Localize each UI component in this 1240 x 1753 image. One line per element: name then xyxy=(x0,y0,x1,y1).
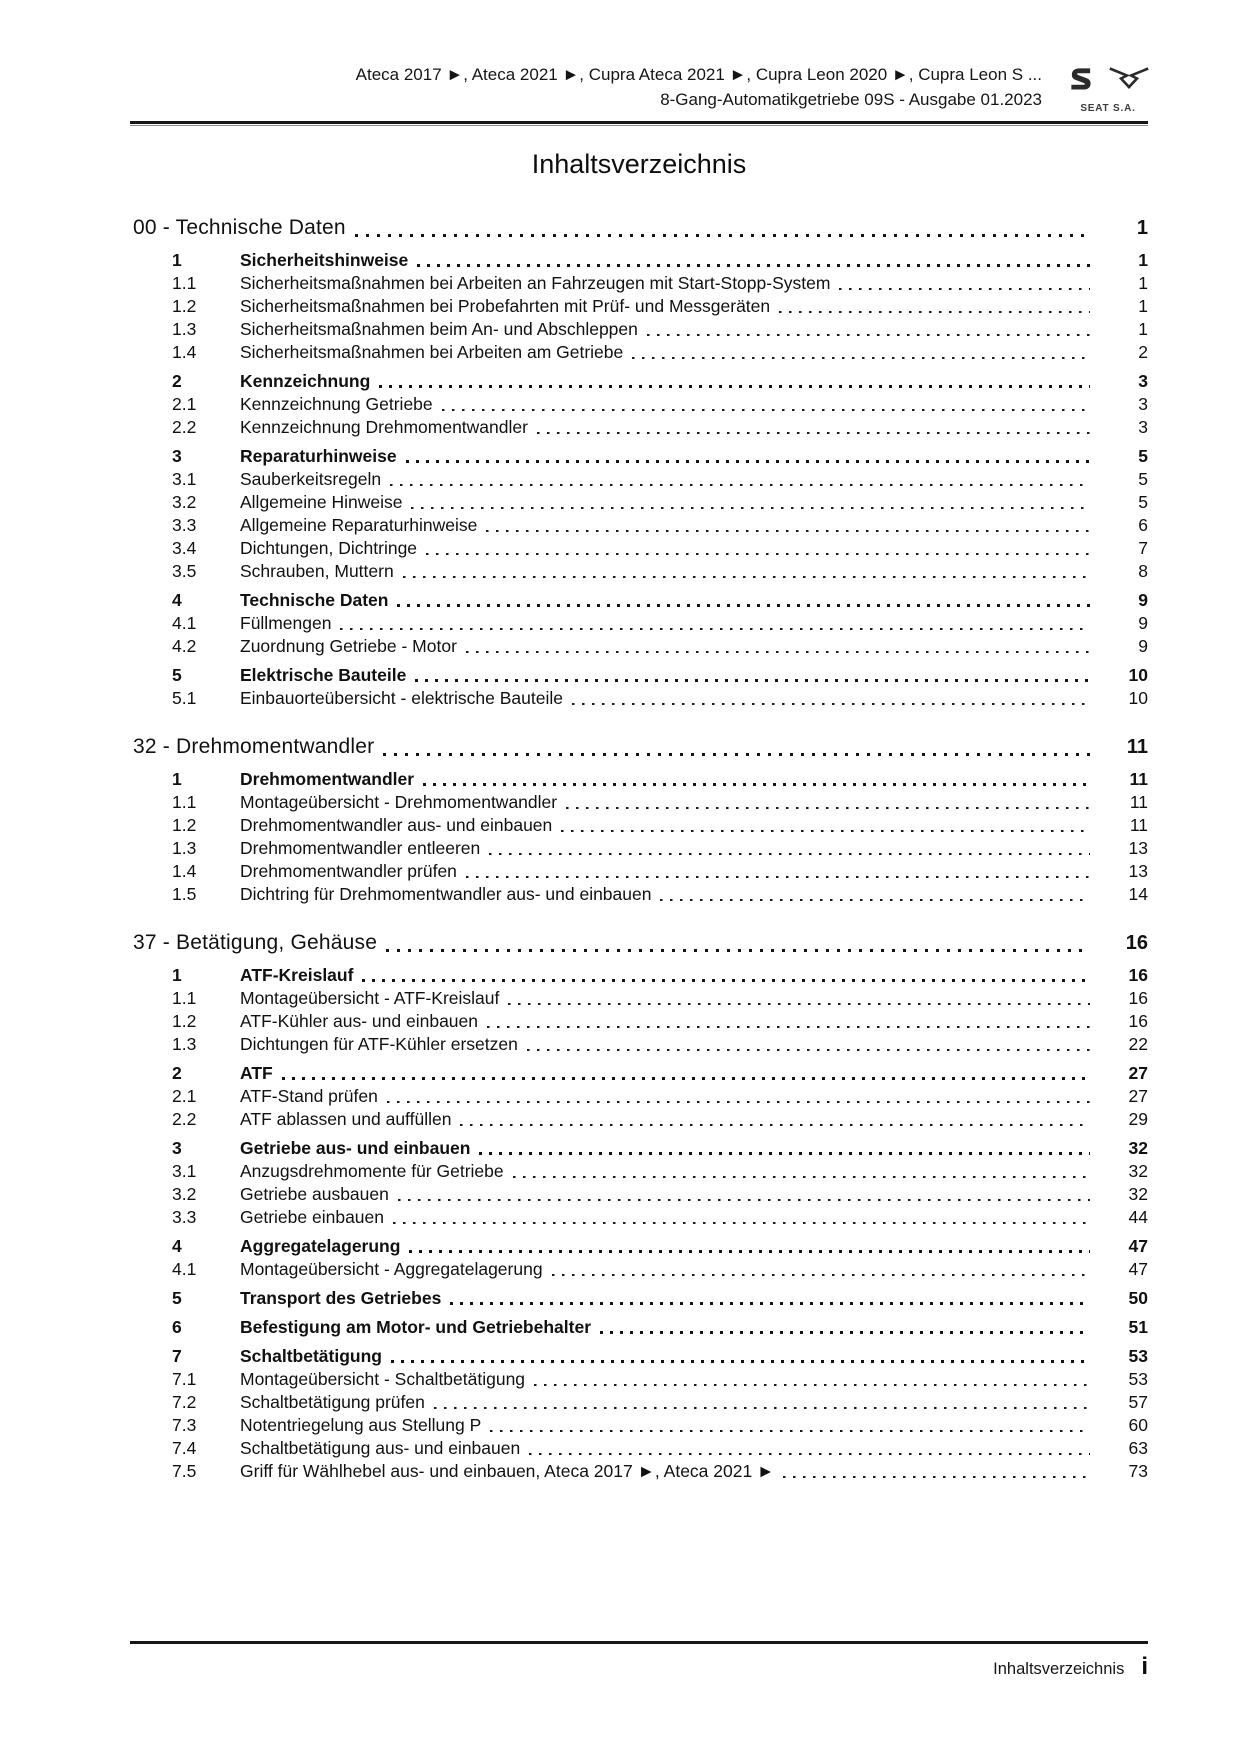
chapter-heading-row xyxy=(130,929,1148,957)
toc-item-page-number: 47 xyxy=(1128,1259,1148,1279)
toc-item-label: Montageübersicht - Aggregatelagerung xyxy=(240,1259,543,1279)
dot-leader xyxy=(340,627,1090,630)
toc-item-row xyxy=(130,987,1148,1009)
toc-item-label: Befestigung am Motor- und Getriebehalter xyxy=(240,1317,591,1337)
toc-item-page-number: 11 xyxy=(1129,792,1148,812)
toc-item-page-number: 47 xyxy=(1128,1236,1148,1256)
dot-leader xyxy=(647,333,1090,336)
brand-logo-block xyxy=(1068,62,1148,114)
chapter-page-number: 11 xyxy=(1126,736,1148,758)
toc-item-page-number: 73 xyxy=(1128,1461,1148,1481)
toc-item-row xyxy=(130,1206,1148,1228)
toc-item-row xyxy=(130,814,1148,836)
dot-leader xyxy=(632,356,1090,359)
toc-item-row xyxy=(130,589,1148,611)
toc-item-row xyxy=(130,1316,1148,1338)
toc-item-row xyxy=(130,468,1148,490)
toc-item-label: Aggregatelagerung xyxy=(240,1236,401,1256)
chapter-page-number: 16 xyxy=(1125,932,1148,954)
header-models-line: Ateca 2017 ►, Ateca 2021 ►, Cupra Ateca 2021 ►, Cupra Leon 2020 ►, Cupra Leon S ... xyxy=(355,65,1042,84)
table-of-contents xyxy=(130,214,1148,1482)
toc-item-page-number: 13 xyxy=(1128,861,1148,881)
toc-item-row xyxy=(130,491,1148,513)
toc-item-page-number: 27 xyxy=(1128,1086,1148,1106)
chapter-title: 32 - Drehmomentwandler xyxy=(133,735,375,758)
toc-item-page-number: 14 xyxy=(1128,884,1148,904)
chapter-title: 00 - Technische Daten xyxy=(133,216,346,239)
dot-leader xyxy=(383,753,1090,756)
dot-leader xyxy=(355,234,1090,237)
toc-item-number: 1.4 xyxy=(172,342,197,362)
toc-item-page-number: 53 xyxy=(1128,1346,1148,1366)
toc-item-label: Sicherheitsmaßnahmen bei Arbeiten an Fahrzeugen mit Start-Stopp-System xyxy=(240,273,831,293)
toc-item-number: 1.1 xyxy=(172,792,197,812)
toc-item-number: 7.1 xyxy=(172,1369,197,1389)
toc-item-page-number: 6 xyxy=(1138,515,1148,535)
toc-item-page-number: 44 xyxy=(1128,1207,1148,1227)
toc-item-number: 5 xyxy=(172,665,182,685)
dot-leader xyxy=(566,806,1090,809)
toc-item-row xyxy=(130,393,1148,415)
toc-item-row xyxy=(130,664,1148,686)
toc-item-number: 1 xyxy=(172,965,182,985)
toc-item-label: Elektrische Bauteile xyxy=(240,665,407,685)
toc-item-row xyxy=(130,370,1148,392)
page-title: Inhaltsverzeichnis xyxy=(531,149,747,179)
toc-item-row xyxy=(130,1085,1148,1107)
toc-item-label: Drehmomentwandler xyxy=(240,769,415,789)
toc-item-number: 1.4 xyxy=(172,861,197,881)
toc-item-number: 2.1 xyxy=(172,394,197,414)
dot-leader xyxy=(426,552,1090,555)
toc-item-number: 2.2 xyxy=(172,417,197,437)
seat-logo-icon xyxy=(1068,65,1093,96)
toc-item-row xyxy=(130,860,1148,882)
page-header xyxy=(130,0,1148,114)
toc-item-row xyxy=(130,837,1148,859)
toc-item-row xyxy=(130,295,1148,317)
toc-item-row xyxy=(130,687,1148,709)
toc-item-row xyxy=(130,272,1148,294)
toc-item-row xyxy=(130,1368,1148,1390)
toc-item-row xyxy=(130,318,1148,340)
dot-leader xyxy=(783,1475,1090,1478)
toc-item-label: Montageübersicht - Schaltbetätigung xyxy=(240,1369,526,1389)
toc-item-number: 3.4 xyxy=(172,538,197,558)
toc-item-number: 3.3 xyxy=(172,515,197,535)
toc-item-row xyxy=(130,1391,1148,1413)
dot-leader xyxy=(487,1025,1090,1028)
toc-chapter xyxy=(130,214,1148,709)
header-divider xyxy=(130,121,1148,127)
toc-item-page-number: 60 xyxy=(1128,1415,1148,1435)
cupra-logo-icon xyxy=(1109,66,1149,95)
toc-item-number: 3.1 xyxy=(172,469,197,489)
toc-item-label: Kennzeichnung Drehmomentwandler xyxy=(240,417,528,437)
toc-item-label: Getriebe aus- und einbauen xyxy=(240,1138,471,1158)
toc-item-number: 6 xyxy=(172,1317,182,1337)
toc-item-page-number: 13 xyxy=(1128,838,1148,858)
toc-item-number: 3.5 xyxy=(172,561,197,581)
toc-item-number: 5.1 xyxy=(172,688,197,708)
dot-leader xyxy=(534,1383,1090,1386)
toc-item-label: Schaltbetätigung aus- und einbauen xyxy=(240,1438,521,1458)
toc-item-label: Transport des Getriebes xyxy=(240,1288,442,1308)
toc-item-number: 1.2 xyxy=(172,296,197,316)
toc-item-label: Allgemeine Reparaturhinweise xyxy=(240,515,478,535)
dot-leader xyxy=(508,1002,1090,1005)
header-edition-line: 8-Gang-Automatikgetriebe 09S - Ausgabe 01.2023 xyxy=(660,90,1042,109)
toc-item-label: Füllmengen xyxy=(240,613,332,633)
page-footer xyxy=(130,1641,1148,1681)
toc-chapter xyxy=(130,733,1148,905)
toc-item-row xyxy=(130,514,1148,536)
toc-item-page-number: 1 xyxy=(1138,296,1148,316)
dot-leader xyxy=(460,1123,1090,1126)
toc-item-row xyxy=(130,883,1148,905)
dot-leader xyxy=(387,1100,1090,1103)
dot-leader xyxy=(362,979,1090,982)
toc-item-row xyxy=(130,612,1148,634)
toc-item-page-number: 9 xyxy=(1138,613,1148,633)
toc-item-row xyxy=(130,1183,1148,1205)
dot-leader xyxy=(397,604,1090,607)
toc-item-number: 3.3 xyxy=(172,1207,197,1227)
toc-item-label: Dichtring für Drehmomentwandler aus- und einbauen xyxy=(240,884,652,904)
toc-item-label: Drehmomentwandler entleeren xyxy=(240,838,481,858)
dot-leader xyxy=(527,1048,1090,1051)
toc-item-label: Dichtungen, Dichtringe xyxy=(240,538,418,558)
toc-item-page-number: 5 xyxy=(1138,492,1148,512)
toc-item-number: 2 xyxy=(172,371,182,391)
toc-item-page-number: 1 xyxy=(1138,319,1148,339)
toc-item-number: 1.2 xyxy=(172,815,197,835)
toc-item-page-number: 32 xyxy=(1128,1184,1148,1204)
toc-item-number: 1.3 xyxy=(172,838,197,858)
toc-item-page-number: 50 xyxy=(1128,1288,1148,1308)
toc-item-label: Sicherheitsmaßnahmen bei Arbeiten am Getriebe xyxy=(240,342,624,362)
dot-leader xyxy=(561,829,1090,832)
toc-item-row xyxy=(130,445,1148,467)
toc-item-page-number: 9 xyxy=(1138,590,1148,610)
toc-item-label: Drehmomentwandler aus- und einbauen xyxy=(240,815,553,835)
toc-item-number: 7 xyxy=(172,1346,182,1366)
toc-item-page-number: 29 xyxy=(1128,1109,1148,1129)
toc-item-label: ATF-Kreislauf xyxy=(240,965,354,985)
toc-item-number: 1.1 xyxy=(172,988,197,1008)
toc-item-label: Kennzeichnung xyxy=(240,371,371,391)
dot-leader xyxy=(537,431,1090,434)
toc-item-label: Dichtungen für ATF-Kühler ersetzen xyxy=(240,1034,518,1054)
chapter-title: 37 - Betätigung, Gehäuse xyxy=(133,931,378,954)
toc-item-page-number: 63 xyxy=(1128,1438,1148,1458)
toc-item-number: 4.2 xyxy=(172,636,197,656)
toc-item-page-number: 53 xyxy=(1128,1369,1148,1389)
dot-leader xyxy=(423,783,1090,786)
chapter-heading-row xyxy=(130,733,1148,761)
toc-item-page-number: 16 xyxy=(1128,1011,1148,1031)
toc-item-page-number: 3 xyxy=(1138,371,1148,391)
toc-item-number: 3.1 xyxy=(172,1161,197,1181)
toc-item-row xyxy=(130,537,1148,559)
toc-item-page-number: 8 xyxy=(1138,561,1148,581)
dot-leader xyxy=(379,385,1090,388)
toc-item-label: Reparaturhinweise xyxy=(240,446,397,466)
dot-leader xyxy=(779,310,1090,313)
toc-item-row xyxy=(130,1345,1148,1367)
toc-item-number: 3.2 xyxy=(172,492,197,512)
toc-item-label: Anzugsdrehmomente für Getriebe xyxy=(240,1161,504,1181)
dot-leader xyxy=(442,408,1090,411)
toc-item-row xyxy=(130,791,1148,813)
toc-item-number: 1.3 xyxy=(172,319,197,339)
dot-leader xyxy=(282,1077,1090,1080)
toc-item-row xyxy=(130,1160,1148,1182)
toc-item-row xyxy=(130,635,1148,657)
dot-leader xyxy=(466,650,1090,653)
dot-leader xyxy=(486,529,1090,532)
footer-page-number: i xyxy=(1141,1653,1148,1680)
toc-item-number: 1 xyxy=(172,250,182,270)
toc-item-number: 2.1 xyxy=(172,1086,197,1106)
dot-leader xyxy=(552,1273,1090,1276)
toc-item-page-number: 1 xyxy=(1138,273,1148,293)
toc-item-label: ATF ablassen und auffüllen xyxy=(240,1109,452,1129)
footer-label: Inhaltsverzeichnis xyxy=(993,1660,1125,1678)
toc-item-row xyxy=(130,1108,1148,1130)
toc-item-page-number: 3 xyxy=(1138,394,1148,414)
toc-item-row xyxy=(130,1033,1148,1055)
toc-item-number: 2 xyxy=(172,1063,182,1083)
toc-item-number: 7.3 xyxy=(172,1415,197,1435)
toc-item-page-number: 5 xyxy=(1138,469,1148,489)
dot-leader xyxy=(450,1302,1090,1305)
dot-leader xyxy=(479,1152,1090,1155)
dot-leader xyxy=(417,264,1090,267)
toc-item-page-number: 32 xyxy=(1128,1161,1148,1181)
chapter-items xyxy=(130,768,1148,905)
toc-item-label: ATF xyxy=(240,1063,273,1083)
toc-item-page-number: 10 xyxy=(1128,688,1148,708)
toc-item-row xyxy=(130,341,1148,363)
toc-item-label: ATF-Kühler aus- und einbauen xyxy=(240,1011,479,1031)
toc-item-page-number: 11 xyxy=(1129,769,1148,789)
dot-leader xyxy=(572,702,1090,705)
chapter-items xyxy=(130,249,1148,709)
toc-item-number: 7.5 xyxy=(172,1461,197,1481)
toc-item-row xyxy=(130,1414,1148,1436)
toc-item-row xyxy=(130,249,1148,271)
toc-item-row xyxy=(130,1437,1148,1459)
toc-item-number: 1.3 xyxy=(172,1034,197,1054)
toc-item-number: 1.5 xyxy=(172,884,197,904)
toc-chapter xyxy=(130,929,1148,1482)
toc-item-row xyxy=(130,768,1148,790)
dot-leader xyxy=(660,898,1090,901)
toc-item-number: 1.1 xyxy=(172,273,197,293)
toc-item-page-number: 11 xyxy=(1129,815,1148,835)
dot-leader xyxy=(403,575,1090,578)
toc-item-label: Kennzeichnung Getriebe xyxy=(240,394,433,414)
toc-item-row xyxy=(130,560,1148,582)
dot-leader xyxy=(466,875,1090,878)
toc-item-number: 2.2 xyxy=(172,1109,197,1129)
toc-item-page-number: 2 xyxy=(1138,342,1148,362)
dot-leader xyxy=(600,1331,1090,1334)
toc-item-page-number: 1 xyxy=(1138,250,1148,270)
dot-leader xyxy=(393,1221,1090,1224)
chapter-heading-row xyxy=(130,214,1148,242)
toc-item-row xyxy=(130,1258,1148,1280)
toc-item-row xyxy=(130,416,1148,438)
toc-item-page-number: 51 xyxy=(1128,1317,1148,1337)
seat-company-label: SEAT S.A. xyxy=(1080,103,1136,114)
toc-item-label: Montageübersicht - ATF-Kreislauf xyxy=(240,988,500,1008)
dot-leader xyxy=(398,1198,1090,1201)
toc-item-page-number: 10 xyxy=(1128,665,1148,685)
dot-leader xyxy=(839,287,1090,290)
toc-item-label: ATF-Stand prüfen xyxy=(240,1086,378,1106)
toc-item-page-number: 16 xyxy=(1128,988,1148,1008)
toc-item-number: 4 xyxy=(172,1236,182,1256)
toc-item-label: Sicherheitsmaßnahmen bei Probefahrten mit Prüf- und Messgeräten xyxy=(240,296,771,316)
dot-leader xyxy=(386,949,1090,952)
header-text-block xyxy=(130,62,1042,112)
dot-leader xyxy=(390,483,1090,486)
toc-item-label: Schrauben, Muttern xyxy=(240,561,394,581)
dot-leader xyxy=(391,1360,1090,1363)
toc-item-label: Griff für Wählhebel aus- und einbauen, Ateca 2017 ►, Ateca 2021 ► xyxy=(240,1461,775,1481)
toc-item-label: Notentriegelung aus Stellung P xyxy=(240,1415,482,1435)
dot-leader xyxy=(513,1175,1090,1178)
footer-divider xyxy=(130,1641,1148,1644)
toc-item-number: 3 xyxy=(172,1138,182,1158)
chapter-page-number: 1 xyxy=(1136,217,1148,239)
toc-item-label: Schaltbetätigung xyxy=(240,1346,382,1366)
toc-item-number: 4 xyxy=(172,590,182,610)
toc-item-row xyxy=(130,1062,1148,1084)
toc-item-label: Getriebe ausbauen xyxy=(240,1184,389,1204)
toc-item-label: Sicherheitshinweise xyxy=(240,250,409,270)
toc-item-number: 3.2 xyxy=(172,1184,197,1204)
toc-item-page-number: 27 xyxy=(1128,1063,1148,1083)
toc-item-row xyxy=(130,964,1148,986)
toc-item-number: 7.2 xyxy=(172,1392,197,1412)
toc-item-page-number: 57 xyxy=(1128,1392,1148,1412)
toc-item-number: 1 xyxy=(172,769,182,789)
dot-leader xyxy=(490,1429,1090,1432)
toc-item-label: Technische Daten xyxy=(240,590,389,610)
toc-item-page-number: 7 xyxy=(1138,538,1148,558)
toc-item-number: 7.4 xyxy=(172,1438,197,1458)
toc-item-label: Sicherheitsmaßnahmen beim An- und Abschleppen xyxy=(240,319,638,339)
toc-item-label: Zuordnung Getriebe - Motor xyxy=(240,636,457,656)
dot-leader xyxy=(489,852,1090,855)
toc-item-label: Montageübersicht - Drehmomentwandler xyxy=(240,792,558,812)
toc-item-page-number: 9 xyxy=(1138,636,1148,656)
toc-item-row xyxy=(130,1235,1148,1257)
toc-item-row xyxy=(130,1010,1148,1032)
toc-item-page-number: 3 xyxy=(1138,417,1148,437)
toc-item-label: Drehmomentwandler prüfen xyxy=(240,861,457,881)
dot-leader xyxy=(406,460,1090,463)
toc-item-number: 4.1 xyxy=(172,1259,197,1279)
toc-item-label: Einbauorteübersicht - elektrische Bauteile xyxy=(240,688,563,708)
toc-item-label: Schaltbetätigung prüfen xyxy=(240,1392,425,1412)
toc-item-label: Sauberkeitsregeln xyxy=(240,469,382,489)
toc-item-number: 3 xyxy=(172,446,182,466)
toc-item-number: 1.2 xyxy=(172,1011,197,1031)
toc-item-row xyxy=(130,1287,1148,1309)
toc-item-number: 4.1 xyxy=(172,613,197,633)
toc-item-label: Allgemeine Hinweise xyxy=(240,492,403,512)
dot-leader xyxy=(529,1452,1090,1455)
dot-leader xyxy=(415,679,1090,682)
toc-item-page-number: 32 xyxy=(1128,1138,1148,1158)
toc-item-page-number: 22 xyxy=(1128,1034,1148,1054)
chapter-items xyxy=(130,964,1148,1482)
dot-leader xyxy=(434,1406,1090,1409)
dot-leader xyxy=(411,506,1090,509)
toc-item-page-number: 5 xyxy=(1138,446,1148,466)
dot-leader xyxy=(409,1250,1090,1253)
toc-item-page-number: 16 xyxy=(1128,965,1148,985)
toc-item-number: 5 xyxy=(172,1288,182,1308)
toc-item-label: Getriebe einbauen xyxy=(240,1207,384,1227)
toc-item-row xyxy=(130,1137,1148,1159)
toc-item-row xyxy=(130,1460,1148,1482)
